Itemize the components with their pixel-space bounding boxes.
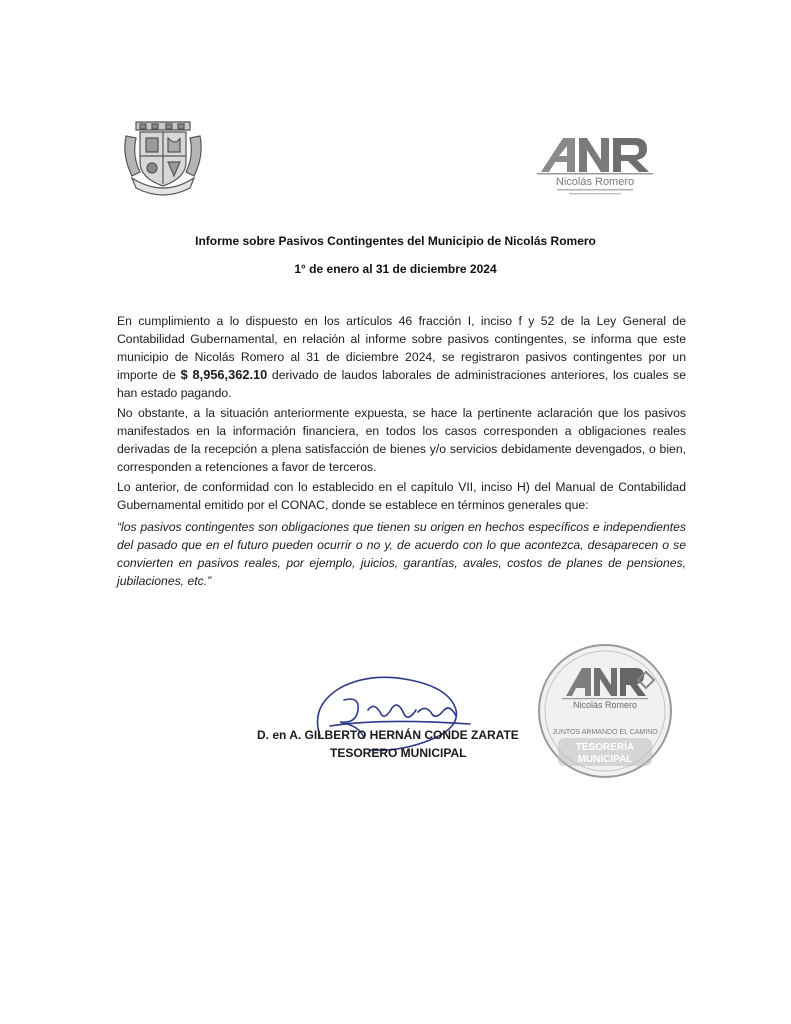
paragraph-compliance-end: derivado de laudos laborales de administraciones anteriores, los cuales se han estado pagando. (117, 368, 686, 400)
anr-logo-icon (535, 136, 655, 198)
conac-quote: “los pasivos contingentes son obligaciones que tienen su origen en hechos específicos e independientes del pasado que en el futuro pueden ocurrir o no y, de acuerdo con lo que acontezca, desaparecen o se convierten en pasivos reales, por ejemplo, juicios, garantías, avales, costos de planes de pensiones, jubilaciones, etc.” (117, 520, 686, 588)
coat-of-arms-icon (118, 116, 208, 198)
paragraph-compliance (117, 312, 686, 402)
paragraph-compliance-start: En cumplimiento a lo dispuesto en los artículos 46 fracción I, inciso f y 52 de la Ley General de Contabilidad Gubernamental, en relación al informe sobre pasivos contingentes, se informa que este municipio de Nicolás Romero al 31 de diciembre 2024, se registraron pasivos contingentes por un importe de (117, 314, 686, 382)
paragraph-clarification: No obstante, a la situación anteriormente expuesta, se hace la pertinente aclaración que los pasivos manifestados en la información financiera, en todos los casos corresponden a obligaciones reales derivadas de la recepción a plena satisfacción de bienes y/o servicios debidamente devengados, o bien, corresponden a retenciones a favor de terceros. (117, 406, 686, 474)
seal-name: Nicolás Romero (572, 700, 638, 710)
paragraph-conac-reference: Lo anterior, de conformidad con lo establecido en el capítulo VII, inciso H) del Manual de Contabilidad Gubernamental emitido por el CONAC, donde se establece en términos generales que: (117, 480, 686, 512)
contingent-amount: $ 8,956,362.10 (180, 367, 268, 382)
seal-office: TESORERÍA MUNICIPAL (575, 742, 635, 765)
report-period: 1° de enero al 31 de diciembre 2024 (294, 262, 497, 276)
anr-logo-name: Nicolás Romero (555, 176, 635, 188)
tesoreria-seal-icon (536, 642, 674, 780)
seal-motto: JUNTOS ARMANDO EL CAMINO (552, 729, 658, 736)
signatory-position: TESORERO MUNICIPAL (330, 746, 467, 760)
signatory-name: D. en A. GILBERTO HERNÁN CONDE ZARATE (257, 728, 519, 742)
report-title: Informe sobre Pasivos Contingentes del Municipio de Nicolás Romero (195, 234, 596, 248)
